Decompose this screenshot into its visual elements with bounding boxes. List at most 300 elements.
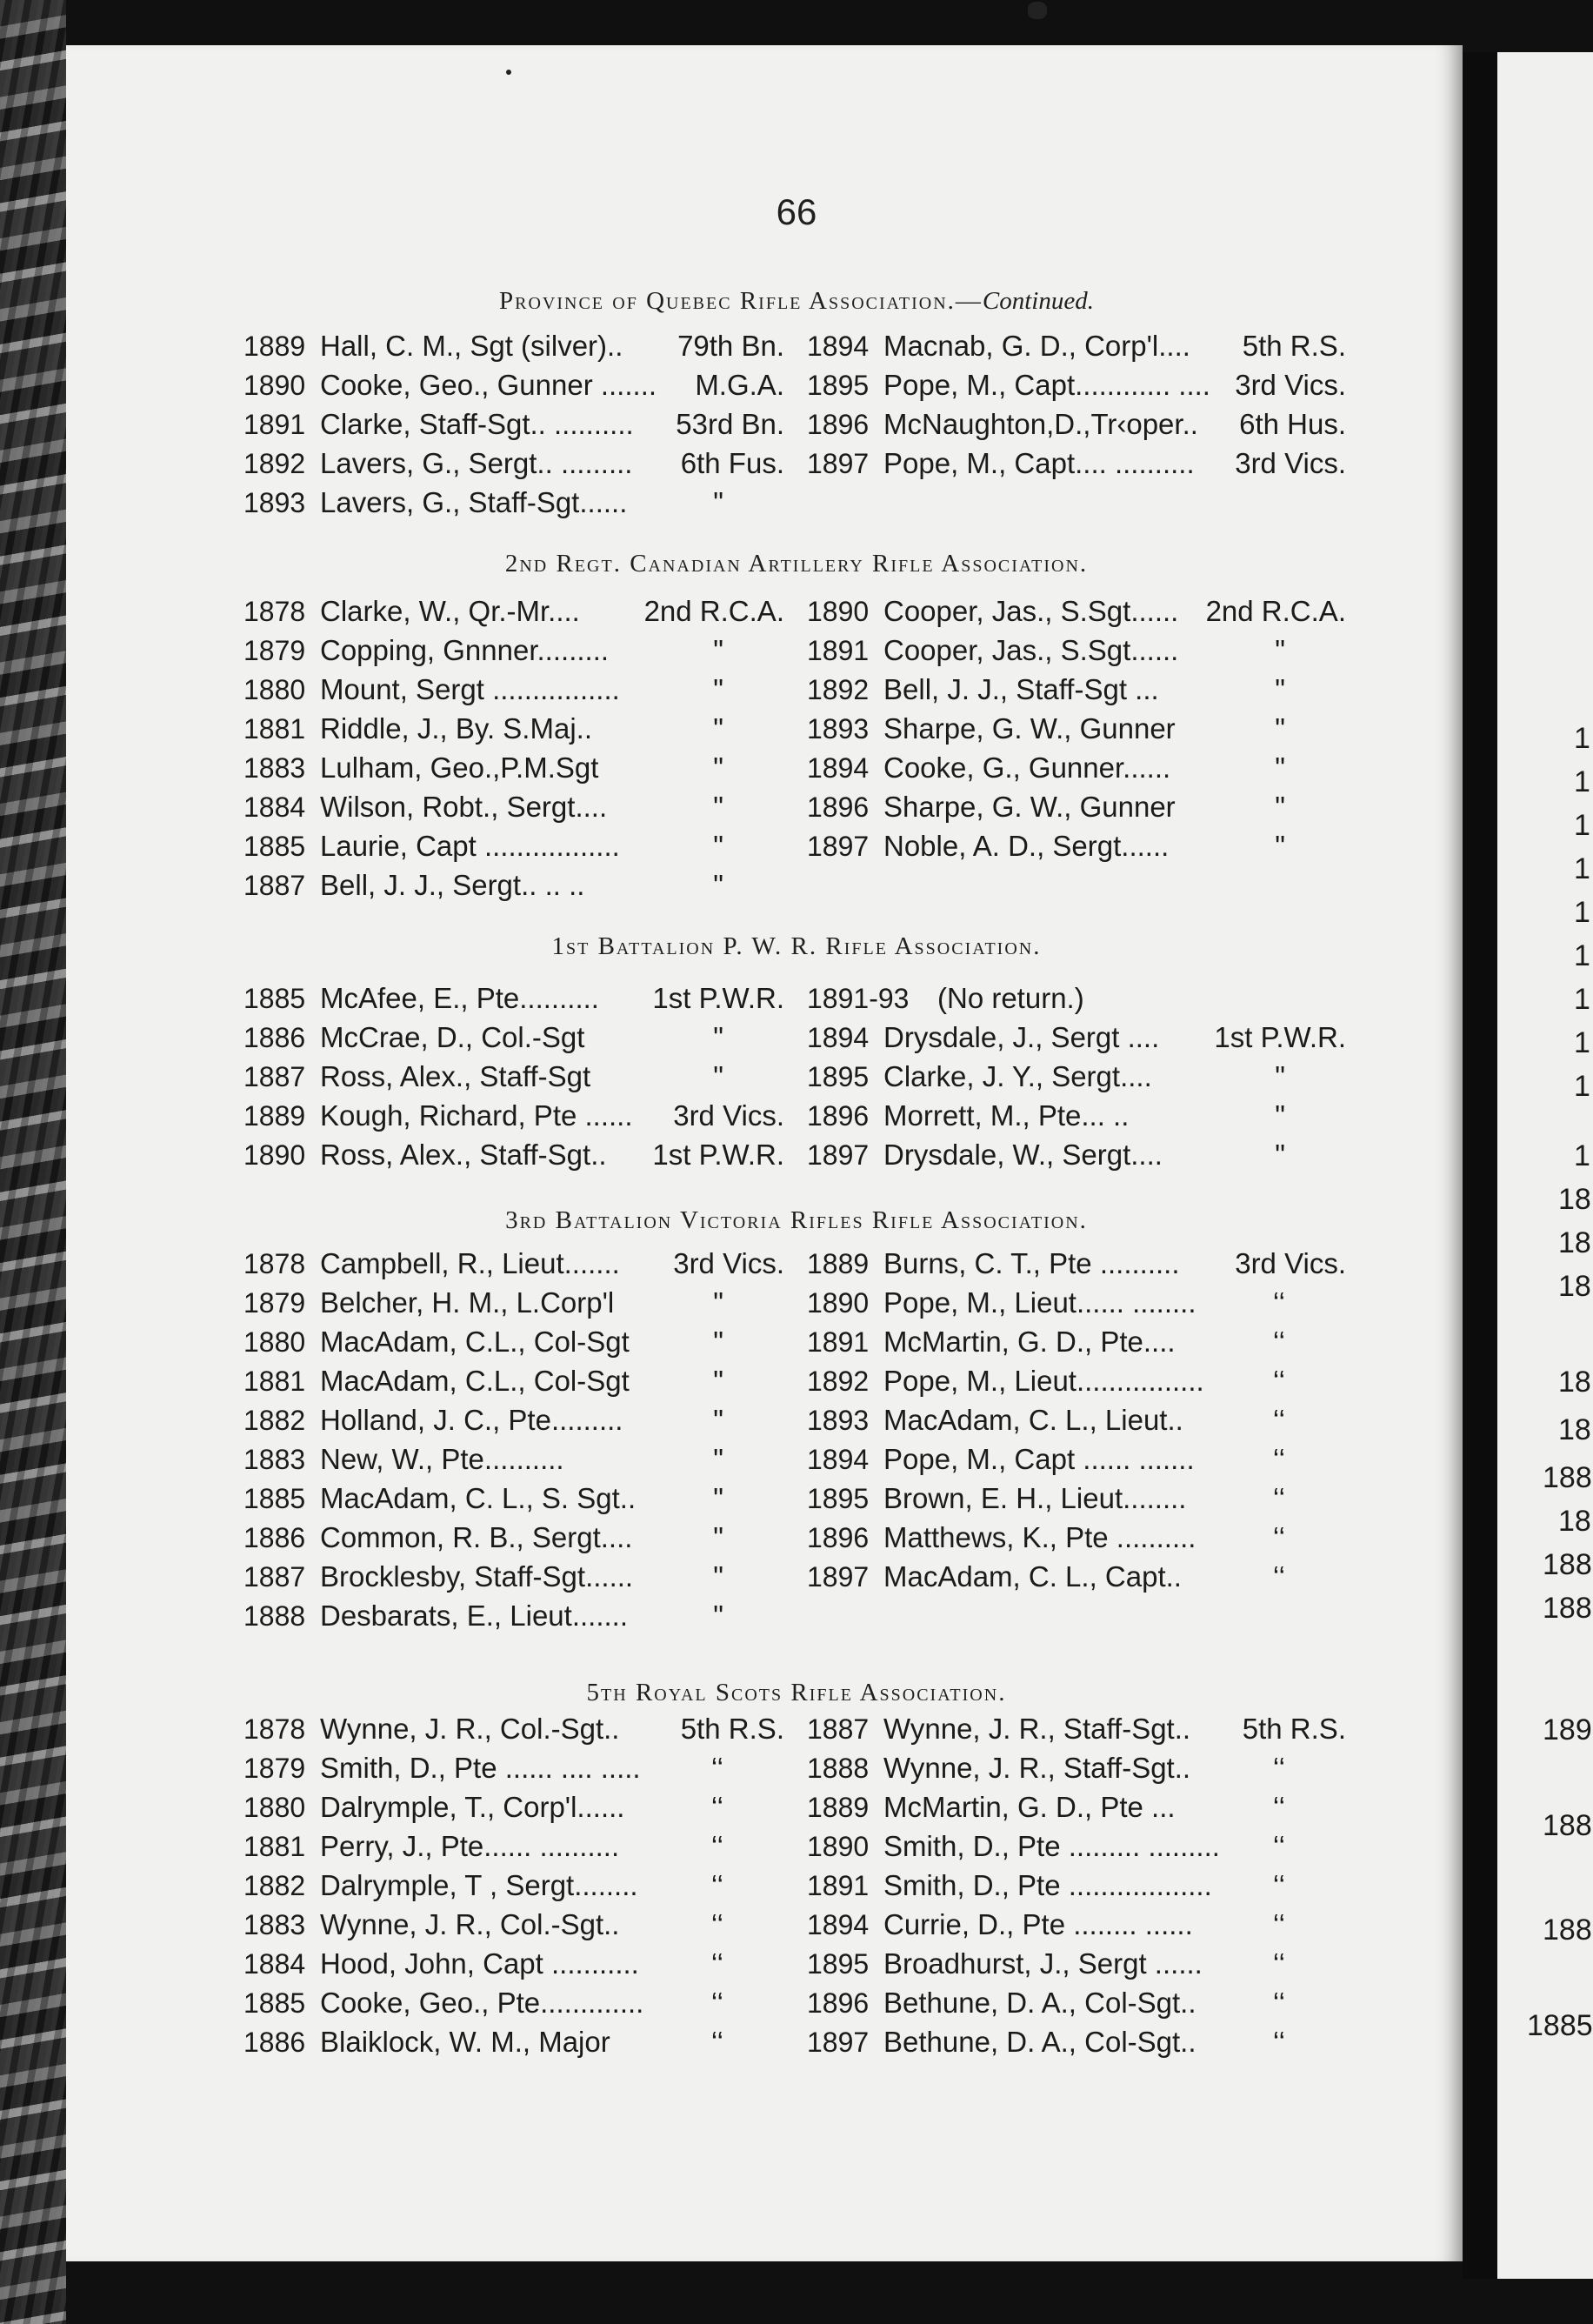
entry-name: Hood, John, Capt ...........: [320, 1947, 639, 1980]
entry-unit: 1st P.W.R.: [652, 1139, 784, 1171]
score-entry: [807, 1826, 1346, 1866]
score-entry: [807, 826, 1346, 865]
entry-year: 1892: [807, 674, 870, 705]
entry-name: Lavers, G., Staff-Sgt......: [320, 486, 628, 518]
score-entry: [807, 1748, 1346, 1787]
entry-unit: ‘‘: [710, 1987, 723, 2019]
section-heading-text: Province of Quebec Rifle Association.—: [498, 287, 983, 315]
entry-unit: 3rd Vics.: [673, 1099, 784, 1132]
adjacent-page-text: 1885: [1527, 2009, 1593, 2042]
score-entry: [807, 787, 1346, 826]
entry-name: Lulham, Geo.,P.M.Sgt: [320, 751, 599, 784]
entry-unit: ": [713, 712, 723, 745]
score-entry: [243, 365, 784, 404]
entry-unit: ": [713, 1521, 723, 1553]
adjacent-page-text: 1: [1574, 852, 1590, 885]
score-entry: [243, 1400, 784, 1439]
adjacent-page-text: 18: [1558, 1226, 1591, 1259]
entry-year: 1894: [807, 331, 870, 362]
entry-name: Wynne, J. R., Col.-Sgt..: [320, 1713, 620, 1745]
left-column: [243, 978, 784, 1174]
entry-name: Dalrymple, T , Sergt........: [320, 1869, 638, 1901]
entry-unit: ‘‘: [710, 1869, 723, 1901]
entry-name: Bethune, D. A., Col-Sgt..: [883, 1987, 1196, 2019]
entry-unit: ‘‘: [710, 1752, 723, 1784]
entry-year: 1880: [243, 1326, 306, 1358]
entry-year: 1888: [807, 1753, 870, 1784]
score-entry: [807, 631, 1346, 670]
score-entry: [807, 1709, 1346, 1748]
entry-unit: ": [1275, 1060, 1285, 1092]
entry-unit: 6th Fus.: [680, 447, 784, 479]
entry-year: 1878: [243, 1248, 306, 1279]
page-number: 66: [776, 191, 817, 232]
entry-unit: 53rd Bn.: [676, 408, 784, 440]
score-entry: [243, 1518, 784, 1557]
entry-unit: ‘‘: [1272, 1326, 1285, 1358]
entry-name: Wilson, Robt., Sergt....: [320, 791, 608, 823]
entry-name: Cooke, G., Gunner......: [883, 751, 1171, 784]
score-entry: [243, 1439, 784, 1479]
adjacent-page-text: 18: [1558, 1183, 1591, 1216]
entry-name: Dalrymple, T., Corp'l......: [320, 1791, 625, 1823]
adjacent-page-text: 1: [1574, 1139, 1590, 1172]
score-entry: [807, 978, 1346, 1018]
entry-unit: ": [1275, 1139, 1285, 1171]
entry-year: 1889: [243, 1100, 306, 1132]
adjacent-page-text: 1: [1574, 809, 1590, 842]
entry-unit: ": [713, 1482, 723, 1514]
right-column: [807, 591, 1346, 865]
score-entry: [243, 1944, 784, 1983]
entry-unit: ‘‘: [710, 1791, 723, 1823]
score-entry: [807, 1057, 1346, 1096]
entry-unit: ": [713, 1021, 723, 1053]
entry-name: Noble, A. D., Sergt......: [883, 830, 1170, 862]
adjacent-page-fragment: [1497, 52, 1593, 2279]
entry-name: McMartin, G. D., Pte....: [883, 1326, 1176, 1358]
section-heading-text: 2nd Regt. Canadian Artillery Rifle Association.: [504, 550, 1089, 578]
left-column: [243, 1244, 784, 1635]
entry-unit: 3rd Vics.: [1235, 369, 1346, 401]
score-entry: [243, 787, 784, 826]
entry-unit: ‘‘: [710, 1947, 723, 1980]
entry-unit: ‘‘: [1272, 2026, 1285, 2058]
entry-unit: ‘‘: [710, 1830, 723, 1862]
left-column: [243, 591, 784, 905]
entry-name: McAfee, E., Pte..........: [320, 982, 599, 1014]
score-entry: [807, 1557, 1346, 1596]
entry-year: 1885: [243, 1987, 306, 2019]
entry-unit: ": [713, 1404, 723, 1436]
marbled-page-edge: [0, 0, 66, 2324]
score-entry: [243, 1557, 784, 1596]
score-entry: [807, 1400, 1346, 1439]
entry-unit: ": [1275, 830, 1285, 862]
entry-year: 1885: [243, 831, 306, 862]
score-entry: [807, 1283, 1346, 1322]
entry-year: 1890: [807, 1831, 870, 1862]
entry-unit: 79th Bn.: [677, 330, 784, 362]
entry-name: Cooper, Jas., S.Sgt......: [883, 595, 1179, 627]
entry-name: Belcher, H. M., L.Corp'l: [320, 1286, 615, 1319]
entry-unit: M.G.A.: [695, 369, 784, 401]
score-entry: [243, 1596, 784, 1635]
entry-unit: 3rd Vics.: [1235, 1247, 1346, 1279]
entry-name: Perry, J., Pte...... ..........: [320, 1830, 620, 1862]
entry-year: 1895: [807, 370, 870, 401]
score-entry: [243, 670, 784, 709]
adjacent-page-text: 1: [1574, 896, 1590, 929]
entry-name: Clarke, W., Qr.-Mr....: [320, 595, 580, 627]
entry-name: Clarke, J. Y., Sergt....: [883, 1060, 1152, 1092]
entry-unit: 1st P.W.R.: [1214, 1021, 1346, 1053]
entry-unit: ": [713, 869, 723, 901]
entry-name: MacAdam, C. L., Capt..: [883, 1560, 1182, 1593]
entry-unit: ‘‘: [1272, 1404, 1285, 1436]
entry-unit: ": [713, 791, 723, 823]
entry-unit: 6th Hus.: [1239, 408, 1346, 440]
entry-year: 1881: [243, 713, 306, 745]
entry-name: Hall, C. M., Sgt (silver)..: [320, 330, 623, 362]
entry-name: Currie, D., Pte ........ ......: [883, 1908, 1193, 1940]
entry-unit: ": [713, 634, 723, 666]
section-heading: [0, 550, 1593, 578]
entry-name: Sharpe, G. W., Gunner: [883, 712, 1176, 745]
entry-unit: 2nd R.C.A.: [1205, 595, 1346, 627]
score-entry: [243, 483, 784, 522]
entry-year: 1887: [243, 870, 306, 901]
score-entry: [807, 2022, 1346, 2061]
section-heading-text: 3rd Battalion Victoria Rifles Rifle Association.: [505, 1206, 1088, 1234]
adjacent-page-text: 18: [1558, 1366, 1591, 1399]
score-entry: [243, 1905, 784, 1944]
entry-year: 1879: [243, 1753, 306, 1784]
adjacent-page-text: 1: [1574, 983, 1590, 1016]
entry-name: Smith, D., Pte ...... .... .....: [320, 1752, 641, 1784]
entry-year: 1891: [807, 1870, 870, 1901]
entry-unit: ‘‘: [1272, 1791, 1285, 1823]
score-entry: [243, 1096, 784, 1135]
score-entry: [243, 978, 784, 1018]
entry-year: 1878: [243, 1713, 306, 1745]
score-entry: [243, 1018, 784, 1057]
entry-year: 1897: [807, 1139, 870, 1171]
score-entry: [807, 326, 1346, 365]
entry-year: 1879: [243, 635, 306, 666]
entry-year: 1887: [243, 1561, 306, 1593]
entry-unit: ": [713, 486, 723, 518]
entry-name: McCrae, D., Col.-Sgt: [320, 1021, 585, 1053]
entry-name: Sharpe, G. W., Gunner: [883, 791, 1176, 823]
section-heading-text: 1st Battalion P. W. R. Rifle Association.: [551, 932, 1042, 960]
entry-year: 1891: [807, 635, 870, 666]
score-entry: [243, 865, 784, 905]
entry-year: 1890: [807, 596, 870, 627]
entry-name: McNaughton,D.,Tr‹oper..: [883, 408, 1198, 440]
entry-year: 1897: [807, 831, 870, 862]
entry-unit: 5th R.S.: [680, 1713, 784, 1745]
score-entry: [807, 1018, 1346, 1057]
entry-name: Cooke, Geo., Gunner .......: [320, 369, 657, 401]
entry-name: Wynne, J. R., Col.-Sgt..: [320, 1908, 620, 1940]
entry-year: 1883: [243, 1909, 306, 1940]
entry-year: 1882: [243, 1870, 306, 1901]
entry-name: MacAdam, C.L., Col-Sgt: [320, 1365, 630, 1397]
entry-year: 1896: [807, 1100, 870, 1132]
score-entry: [243, 631, 784, 670]
entry-year: 1896: [807, 791, 870, 823]
entry-unit: ‘‘: [1272, 1830, 1285, 1862]
adjacent-page-text: 18: [1558, 1505, 1591, 1538]
adjacent-page-text: 189: [1543, 1713, 1592, 1746]
entry-name: Mount, Sergt ................: [320, 673, 620, 705]
entry-unit: ": [713, 830, 723, 862]
entry-year: 1892: [807, 1366, 870, 1397]
entry-unit: ": [713, 1365, 723, 1397]
adjacent-page-text: 18: [1558, 1270, 1591, 1303]
entry-year: 1885: [243, 1483, 306, 1514]
entry-name: Cooper, Jas., S.Sgt......: [883, 634, 1179, 666]
entry-unit: ‘‘: [1272, 1908, 1285, 1940]
score-entry: [807, 1944, 1346, 1983]
score-entry: [807, 709, 1346, 748]
score-entry: [807, 1439, 1346, 1479]
score-entry: [243, 1479, 784, 1518]
entry-unit: ": [1275, 634, 1285, 666]
adjacent-page-text: 188: [1543, 1548, 1592, 1581]
entry-year: 1886: [243, 2027, 306, 2058]
entry-year: 1886: [243, 1522, 306, 1553]
score-entry: [243, 404, 784, 444]
score-entry: [807, 1518, 1346, 1557]
score-entry: [243, 1057, 784, 1096]
entry-name: Kough, Richard, Pte ......: [320, 1099, 633, 1132]
score-entry: [807, 1244, 1346, 1283]
entry-unit: ‘‘: [1272, 1365, 1285, 1397]
entry-year: 1892: [243, 448, 306, 479]
entry-unit: ": [713, 673, 723, 705]
adjacent-page-text: 188: [1543, 1913, 1592, 1947]
entry-unit: ‘‘: [1272, 1286, 1285, 1319]
score-entry: [807, 670, 1346, 709]
score-entry: [807, 1479, 1346, 1518]
entry-name: Cooke, Geo., Pte.............: [320, 1987, 644, 2019]
entry-year: 1891: [243, 409, 306, 440]
entry-year: 1888: [243, 1600, 306, 1632]
entry-year: 1885: [243, 983, 306, 1014]
entry-name: Pope, M., Lieut................: [883, 1365, 1204, 1397]
left-column: [243, 326, 784, 522]
entry-year: 1889: [807, 1792, 870, 1823]
entry-name: Morrett, M., Pte... ..: [883, 1099, 1130, 1132]
score-entry: [807, 591, 1346, 631]
adjacent-page-text: 188: [1543, 1809, 1592, 1842]
score-entry: [807, 1361, 1346, 1400]
score-entry: [243, 1826, 784, 1866]
score-entry: [243, 1748, 784, 1787]
adjacent-page-text: 188: [1543, 1592, 1592, 1625]
entry-name: Common, R. B., Sergt....: [320, 1521, 633, 1553]
score-entry: [807, 1322, 1346, 1361]
score-entry: [807, 1135, 1346, 1174]
entry-name: Riddle, J., By. S.Maj..: [320, 712, 592, 745]
entry-name: Macnab, G. D., Corp'l....: [883, 330, 1190, 362]
score-entry: [807, 365, 1346, 404]
adjacent-page-text: 1: [1574, 722, 1590, 755]
entry-year: 1883: [243, 752, 306, 784]
section-heading-continued: Continued.: [982, 287, 1094, 315]
entry-year: 1891: [807, 1326, 870, 1358]
entry-year: 1896: [807, 1522, 870, 1553]
score-entry: [243, 709, 784, 748]
entry-year: 1895: [807, 1948, 870, 1980]
entry-unit: 3rd Vics.: [1235, 447, 1346, 479]
entry-unit: 5th R.S.: [1242, 330, 1346, 362]
score-entry: [243, 326, 784, 365]
entry-unit: 5th R.S.: [1242, 1713, 1346, 1745]
score-entry: [807, 1096, 1346, 1135]
entry-name: Copping, Gnnner.........: [320, 634, 610, 666]
score-entry: [807, 404, 1346, 444]
right-column: [807, 1244, 1346, 1596]
entry-unit: ": [713, 751, 723, 784]
entry-name: Wynne, J. R., Staff-Sgt..: [883, 1752, 1191, 1784]
entry-name: (No return.): [937, 982, 1084, 1014]
entry-name: Smith, D., Pte ......... .........: [883, 1830, 1220, 1862]
entry-name: Pope, M., Lieut...... ........: [883, 1286, 1196, 1319]
entry-year: 1893: [807, 1405, 870, 1436]
entry-name: New, W., Pte..........: [320, 1443, 564, 1475]
entry-name: Campbell, R., Lieut.......: [320, 1247, 620, 1279]
entry-year: 1891-93: [807, 983, 910, 1014]
entry-name: McMartin, G. D., Pte ...: [883, 1791, 1176, 1823]
section-heading: [0, 1679, 1593, 1707]
right-column: [807, 326, 1346, 483]
entry-year: 1897: [807, 2027, 870, 2058]
dust-speck: [1028, 2, 1047, 19]
score-entry: [807, 1983, 1346, 2022]
score-entry: [243, 1361, 784, 1400]
score-entry: [243, 444, 784, 483]
entry-name: Brown, E. H., Lieut........: [883, 1482, 1187, 1514]
entry-name: Lavers, G., Sergt.. .........: [320, 447, 633, 479]
entry-year: 1890: [243, 370, 306, 401]
entry-name: MacAdam, C.L., Col-Sgt: [320, 1326, 630, 1358]
entry-name: Ross, Alex., Staff-Sgt: [320, 1060, 591, 1092]
adjacent-page-text: 1: [1574, 1070, 1590, 1103]
entry-name: Smith, D., Pte ..................: [883, 1869, 1212, 1901]
entry-year: 1890: [243, 1139, 306, 1171]
score-entry: [243, 748, 784, 787]
entry-unit: ‘‘: [1272, 1560, 1285, 1593]
score-entry: [243, 1983, 784, 2022]
entry-year: 1887: [807, 1713, 870, 1745]
entry-name: MacAdam, C. L., Lieut..: [883, 1404, 1183, 1436]
entry-year: 1880: [243, 674, 306, 705]
entry-unit: ": [1275, 1099, 1285, 1132]
entry-name: Pope, M., Capt.... ..........: [883, 447, 1195, 479]
entry-unit: ‘‘: [1272, 1521, 1285, 1553]
entry-name: Matthews, K., Pte ..........: [883, 1521, 1196, 1553]
score-entry: [243, 1322, 784, 1361]
entry-name: Clarke, Staff-Sgt.. ..........: [320, 408, 634, 440]
entry-year: 1897: [807, 1561, 870, 1593]
score-entry: [807, 748, 1346, 787]
adjacent-page-text: 1: [1574, 765, 1590, 798]
book-gutter: [1463, 52, 1497, 2279]
entry-year: 1894: [807, 752, 870, 784]
entry-unit: ": [713, 1060, 723, 1092]
entry-year: 1893: [807, 713, 870, 745]
entry-unit: ": [713, 1443, 723, 1475]
entry-year: 1880: [243, 1792, 306, 1823]
entry-unit: ‘‘: [1272, 1869, 1285, 1901]
entry-name: MacAdam, C. L., S. Sgt..: [320, 1482, 637, 1514]
entry-name: Holland, J. C., Pte.........: [320, 1404, 623, 1436]
score-entry: [243, 1283, 784, 1322]
entry-name: Brocklesby, Staff-Sgt......: [320, 1560, 634, 1593]
entry-year: 1889: [807, 1248, 870, 1279]
entry-unit: ": [713, 1326, 723, 1358]
entry-name: Drysdale, J., Sergt ....: [883, 1021, 1160, 1053]
score-entry: [807, 1787, 1346, 1826]
entry-year: 1881: [243, 1366, 306, 1397]
entry-unit: ‘‘: [1272, 1443, 1285, 1475]
section-heading: [0, 287, 1593, 316]
entry-unit: ": [713, 1286, 723, 1319]
entry-name: Bethune, D. A., Col-Sgt..: [883, 2026, 1196, 2058]
entry-year: 1896: [807, 1987, 870, 2019]
entry-unit: ": [1275, 751, 1285, 784]
entry-name: Blaiklock, W. M., Major: [320, 2026, 610, 2058]
entry-unit: 2nd R.C.A.: [643, 595, 784, 627]
entry-name: Pope, M., Capt ...... .......: [883, 1443, 1195, 1475]
entry-name: Drysdale, W., Sergt....: [883, 1139, 1163, 1171]
section-heading-text: 5th Royal Scots Rifle Association.: [586, 1679, 1007, 1706]
entry-name: Burns, C. T., Pte ..........: [883, 1247, 1180, 1279]
entry-unit: ": [713, 1599, 723, 1632]
entry-unit: ": [1275, 673, 1285, 705]
entry-unit: ‘‘: [1272, 1482, 1285, 1514]
entry-unit: ‘‘: [1272, 1947, 1285, 1980]
adjacent-page-text: 188: [1543, 1461, 1592, 1494]
entry-name: Desbarats, E., Lieut.......: [320, 1599, 628, 1632]
entry-unit: ": [1275, 791, 1285, 823]
score-entry: [243, 2022, 784, 2061]
entry-year: 1895: [807, 1061, 870, 1092]
adjacent-page-text: 1: [1574, 939, 1590, 972]
entry-year: 1882: [243, 1405, 306, 1436]
entry-year: 1881: [243, 1831, 306, 1862]
entry-year: 1894: [807, 1444, 870, 1475]
entry-year: 1890: [807, 1287, 870, 1319]
dust-speck: [506, 70, 511, 75]
right-column: [807, 978, 1346, 1174]
entry-name: Laurie, Capt .................: [320, 830, 620, 862]
entry-name: Bell, J. J., Staff-Sgt ...: [883, 673, 1159, 705]
entry-unit: ‘‘: [1272, 1752, 1285, 1784]
entry-name: Wynne, J. R., Staff-Sgt..: [883, 1713, 1191, 1745]
adjacent-page-text: 1: [1574, 1026, 1590, 1059]
entry-unit: 3rd Vics.: [673, 1247, 784, 1279]
score-entry: [243, 1135, 784, 1174]
entry-name: Pope, M., Capt............ ....: [883, 369, 1210, 401]
entry-unit: ‘‘: [710, 2026, 723, 2058]
score-entry: [243, 1787, 784, 1826]
entry-year: 1897: [807, 448, 870, 479]
entry-year: 1884: [243, 1948, 306, 1980]
